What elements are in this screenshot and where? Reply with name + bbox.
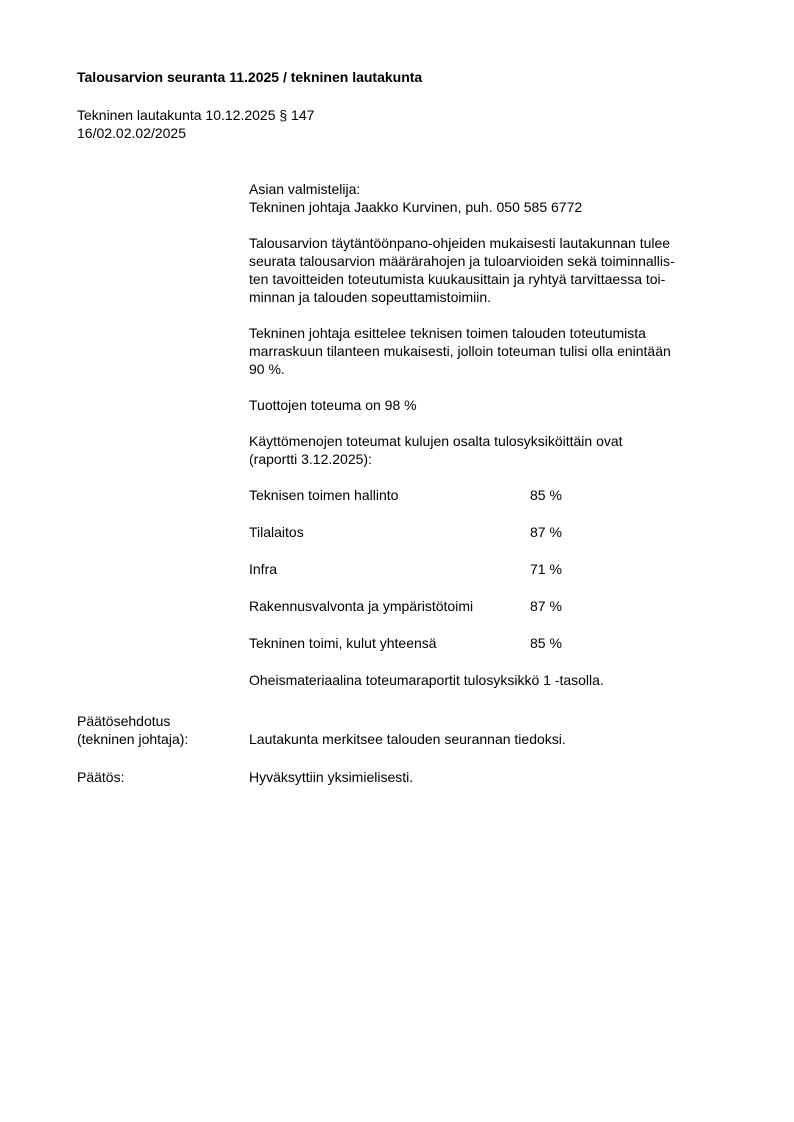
presentation-paragraph [249, 324, 739, 378]
preparer-block [249, 180, 739, 216]
meeting-reference [77, 106, 314, 142]
decision-text: Hyväksyttiin yksimielisesti. [249, 769, 414, 785]
unit-name: Tekninen toimi, kulut yhteensä [249, 635, 437, 651]
costs-intro-paragraph [249, 432, 739, 468]
decision-label: Päätös: [77, 769, 125, 785]
paragraph-line: (raportti 3.12.2025): [249, 451, 372, 467]
record-number: 16/02.02.02/2025 [77, 125, 186, 141]
instructions-paragraph [249, 234, 739, 306]
unit-value: 87 % [530, 524, 562, 540]
document-title: Talousarvion seuranta 11.2025 / tekninen lautakunta [77, 69, 423, 85]
paragraph-line: 90 %. [249, 361, 285, 377]
proposal-text: Lautakunta merkitsee talouden seurannan tiedoksi. [249, 731, 566, 747]
table-row [249, 560, 739, 578]
paragraph-line: Tekninen johtaja esittelee teknisen toimen talouden toteutumista [249, 325, 646, 341]
preparer-name: Tekninen johtaja Jaakko Kurvinen, puh. 050 585 6772 [249, 199, 583, 215]
table-row [249, 597, 739, 615]
paragraph-line: Käyttömenojen toteumat kulujen osalta tulosyksiköittäin ovat [249, 433, 623, 449]
unit-value: 71 % [530, 561, 562, 577]
unit-value: 85 % [530, 635, 562, 651]
paragraph-line: seurata talousarvion määrärahojen ja tuloarvioiden sekä toiminnallis- [249, 253, 675, 269]
paragraph-line: marraskuun tilanteen mukaisesti, jolloin toteuman tulisi olla enintään [249, 343, 671, 359]
unit-value: 85 % [530, 487, 562, 503]
proposal-label-line: Päätösehdotus [77, 713, 171, 729]
unit-name: Tilalaitos [249, 524, 304, 540]
paragraph-line: ten tavoitteiden toteutumista kuukausittain ja ryhtyä tarvittaessa toi- [249, 271, 666, 287]
attachment-line: Oheismateriaalina toteumaraportit tulosyksikkö 1 -tasolla. [249, 672, 604, 688]
table-row [249, 634, 739, 652]
paragraph-line: Talousarvion täytäntöönpano-ohjeiden mukaisesti lautakunnan tulee [249, 235, 671, 251]
document-body [249, 180, 739, 707]
unit-name: Rakennusvalvonta ja ympäristötoimi [249, 598, 474, 614]
units-table [249, 486, 739, 652]
table-row [249, 486, 739, 504]
attachment-paragraph [249, 671, 739, 689]
unit-value: 87 % [530, 598, 562, 614]
income-paragraph [249, 396, 739, 414]
income-line: Tuottojen toteuma on 98 % [249, 397, 417, 413]
paragraph-line: minnan ja talouden sopeuttamistoimiin. [249, 289, 492, 305]
proposal-label-line: (tekninen johtaja): [77, 731, 189, 747]
meeting-line: Tekninen lautakunta 10.12.2025 § 147 [77, 107, 315, 123]
proposal-label [77, 712, 188, 748]
unit-name: Teknisen toimen hallinto [249, 487, 399, 503]
unit-name: Infra [249, 561, 278, 577]
preparer-label: Asian valmistelija: [249, 181, 361, 197]
table-row [249, 523, 739, 541]
